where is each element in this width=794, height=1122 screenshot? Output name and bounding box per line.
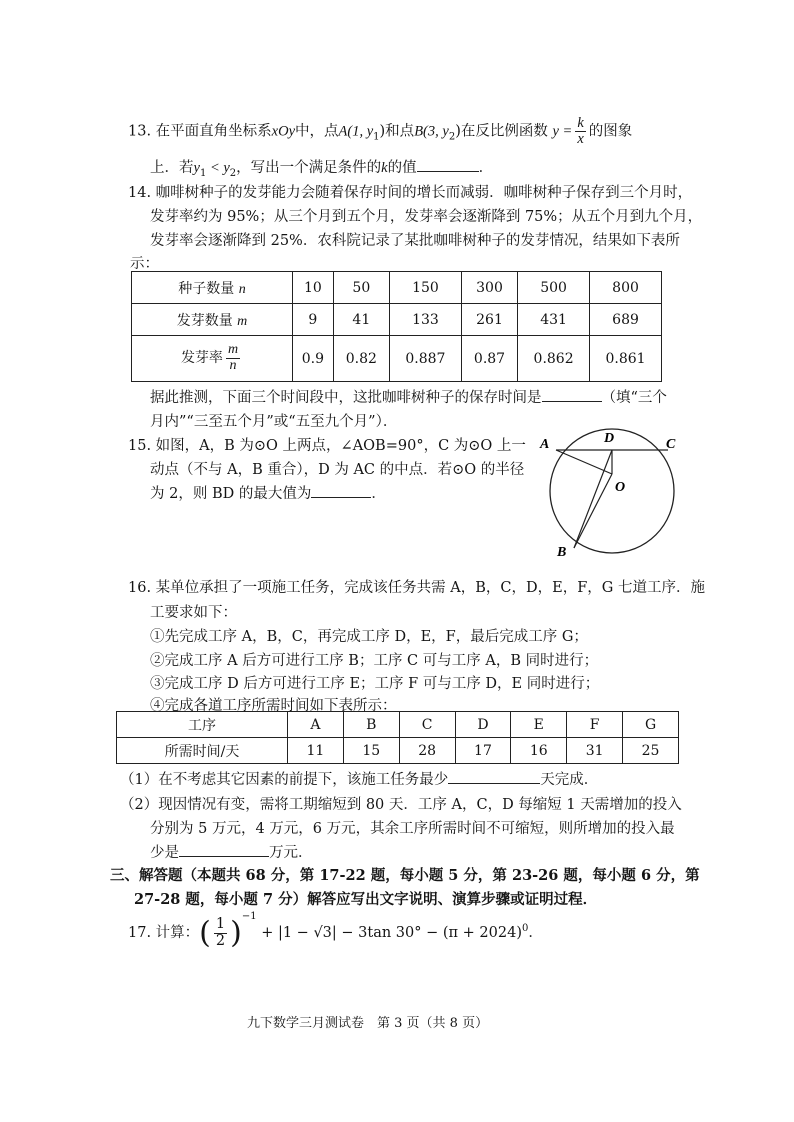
- table-cell: 431: [518, 304, 590, 336]
- table-cell: 689: [590, 304, 662, 336]
- table-cell: 0.862: [518, 336, 590, 382]
- table-cell: 133: [389, 304, 461, 336]
- q16-sub1: （1）在不考虑其它因素的前提下，该施工任务最少 天完成．: [120, 768, 598, 789]
- table-row: [132, 272, 662, 304]
- q15-line1: 15. 如图，A，B 为⊙O 上两点，∠AOB=90°，C 为⊙O 上一: [128, 438, 526, 454]
- table-row-label: 发芽数量 m: [132, 304, 293, 336]
- table-cell: 28: [399, 738, 455, 764]
- table-cell: 9: [293, 304, 334, 336]
- q15-line3: 为 2，则 BD 的最大值为 ．: [150, 482, 386, 503]
- table-cell: 0.887: [389, 336, 461, 382]
- circle-figure: [530, 420, 700, 570]
- q16-sub2-line1: （2）现因情况有变，需将工期缩短到 80 天．工序 A，C，D 每缩短 1 天需增加的投入: [120, 797, 682, 813]
- section3-heading-line2: 27-28 题，每小题 7 分）解答应写出文字说明、演算步骤或证明过程．: [134, 891, 598, 908]
- table-cell: G: [623, 712, 679, 738]
- label-b: B: [557, 545, 567, 560]
- label-c: C: [666, 437, 676, 452]
- table-cell: 10: [293, 272, 334, 304]
- q14-line4: 示：: [130, 256, 159, 272]
- germination-table: [131, 271, 662, 382]
- table-row-label: 发芽率 $\frac{m}{n}$: [132, 336, 293, 382]
- label-d: D: [604, 431, 615, 446]
- q16-sub2-line2: 分别为 5 万元，4 万元，6 万元，其余工序所需时间不可缩短，则所增加的投入最: [150, 821, 675, 837]
- q15-line2: 动点（不与 A，B 重合），D 为 AC 的中点．若⊙O 的半径: [150, 462, 525, 478]
- table-row-label: 工序: [117, 712, 288, 738]
- q16-number: 16.: [128, 580, 152, 596]
- table-cell: D: [455, 712, 511, 738]
- table-row: [117, 712, 679, 738]
- table-cell: 150: [389, 272, 461, 304]
- q17-number: 17.: [128, 925, 152, 941]
- q13-fraction: $\frac{k}{x}$: [577, 115, 584, 148]
- q16-item3: ③完成工序 D 后方可进行工序 E；工序 F 可与工序 D，E 同时进行；: [150, 676, 600, 692]
- q14-after2: 月内”“三至五个月”或“五至九个月”）．: [150, 414, 398, 430]
- q13-line2: 上．若$y_1 < y_2$，写出一个满足条件的k的值 ．: [150, 156, 493, 179]
- table-cell: F: [567, 712, 623, 738]
- table-cell: 31: [567, 738, 623, 764]
- table-row: [117, 738, 679, 764]
- table-cell: 17: [455, 738, 511, 764]
- table-row: [132, 336, 662, 382]
- q17-fraction: $\frac{1}{2}$: [215, 916, 226, 949]
- section3-heading: 三、解答题（本题共 68 分，第 17-22 题，每小题 5 分，第 23-26 题，每小题 6 分，第: [110, 867, 700, 884]
- table-cell: 0.82: [333, 336, 389, 382]
- table-cell: 41: [333, 304, 389, 336]
- table-cell: 0.861: [590, 336, 662, 382]
- q13-number: 13.: [128, 123, 152, 140]
- q16-item4: ④完成各道工序所需时间如下表所示：: [150, 698, 397, 714]
- q14-line1: 14. 咖啡树种子的发芽能力会随着保存时间的增长而减弱．咖啡树种子保存到三个月时，: [128, 185, 693, 201]
- page-footer: 九下数学三月测试卷 第 3 页（共 8 页）: [247, 1016, 489, 1031]
- q14-answer-blank: [542, 387, 602, 402]
- q13-answer-blank: [417, 157, 479, 172]
- table-cell: 800: [590, 272, 662, 304]
- q16-answer-blank-2: [179, 842, 269, 857]
- process-table: [116, 711, 679, 764]
- q15-number: 15.: [128, 438, 152, 454]
- table-cell: 0.87: [461, 336, 517, 382]
- segment-bo: [574, 474, 612, 548]
- table-cell: C: [399, 712, 455, 738]
- table-row-label: 所需时间/天: [117, 738, 288, 764]
- table-cell: 11: [288, 738, 344, 764]
- q13-line1: 13. 在平面直角坐标系xOy中，点A(1, $y_1$)和点B(3, $y_2$)在反比例函数 y = $\frac{k}{x}$ 的图象: [128, 115, 633, 148]
- label-o: O: [615, 480, 626, 495]
- q15-answer-blank: [311, 483, 371, 498]
- table-cell: 50: [333, 272, 389, 304]
- q16-line2: 工要求如下：: [150, 605, 237, 621]
- table-cell: A: [288, 712, 344, 738]
- q14-number: 14.: [128, 185, 152, 201]
- q16-item1: ①先完成工序 A，B，C，再完成工序 D，E，F，最后完成工序 G；: [150, 629, 588, 645]
- table-cell: 15: [343, 738, 399, 764]
- q16-answer-blank-1: [448, 769, 540, 784]
- q14-line3: 发芽率会逐渐降到 25%．农科院记录了某批咖啡树种子的发芽情况，结果如下表所: [150, 233, 680, 249]
- table-row: [132, 304, 662, 336]
- table-cell: 0.9: [293, 336, 334, 382]
- q16-sub2-line3: 少是 万元．: [150, 841, 313, 862]
- table-cell: 300: [461, 272, 517, 304]
- label-a: A: [540, 437, 550, 452]
- q17-line: 17. 计算：( $\frac{1}{2}$ )$^{-1}$ + |1 − √3| − 3tan $30^\circ - (\pi + 2024)^0$．: [128, 911, 543, 951]
- q14-line2: 发芽率约为 95%；从三个月到五个月，发芽率会逐渐降到 75%；从五个月到九个月，: [150, 209, 703, 225]
- q14-after1: 据此推测，下面三个时间段中，这批咖啡树种子的保存时间是 （填“三个: [150, 386, 667, 407]
- table-cell: 500: [518, 272, 590, 304]
- table-cell: B: [343, 712, 399, 738]
- table-cell: 261: [461, 304, 517, 336]
- table-row-label: 种子数量 n: [132, 272, 293, 304]
- table-cell: 16: [511, 738, 567, 764]
- table-cell: 25: [623, 738, 679, 764]
- table-cell: E: [511, 712, 567, 738]
- segment-bd: [574, 450, 612, 548]
- q16-line1: 16. 某单位承担了一项施工任务，完成该任务共需 A，B，C，D，E，F，G 七道工序．施: [128, 580, 705, 596]
- q16-item2: ②完成工序 A 后方可进行工序 B；工序 C 可与工序 A，B 同时进行；: [150, 653, 599, 669]
- circle-o: [550, 429, 674, 553]
